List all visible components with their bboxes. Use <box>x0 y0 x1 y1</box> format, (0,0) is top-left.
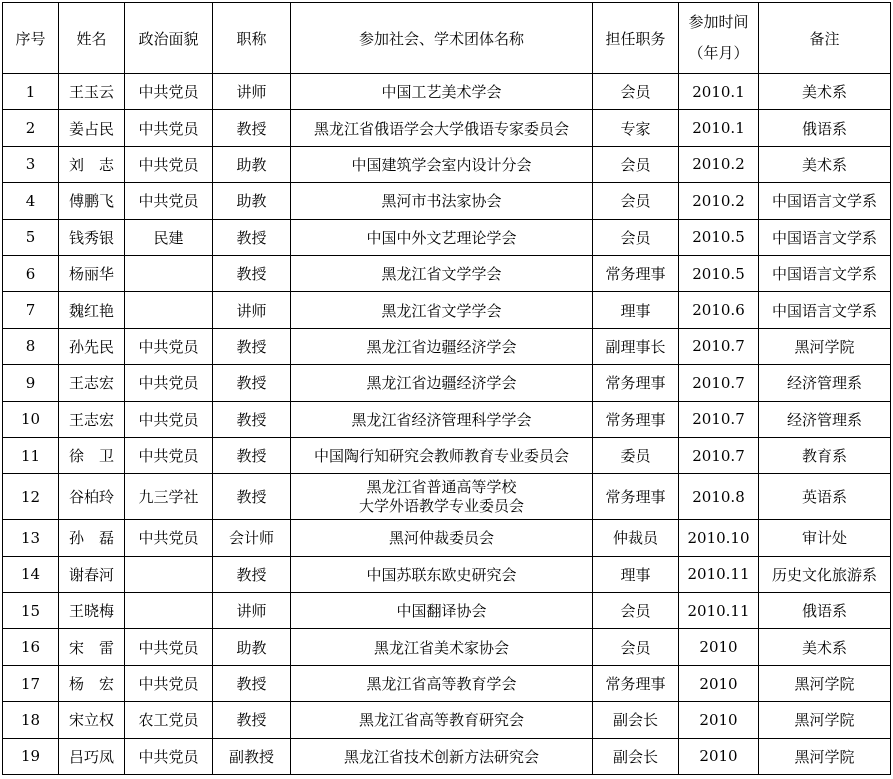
cell-org-line: 中国工艺美术学会 <box>381 83 502 102</box>
header-political: 政治面貌 <box>125 3 213 74</box>
cell-political: 中共党员 <box>125 520 213 556</box>
cell-org <box>291 702 593 738</box>
header-remark: 备注 <box>759 3 891 74</box>
cell-org <box>291 665 593 701</box>
cell-political <box>125 593 213 629</box>
cell-title: 教授 <box>213 110 291 146</box>
cell-remark: 历史文化旅游系 <box>759 556 891 592</box>
cell-political: 九三学社 <box>125 474 213 520</box>
cell-index: 5 <box>3 219 59 255</box>
header-title: 职称 <box>213 3 291 74</box>
cell-title: 助教 <box>213 183 291 219</box>
cell-title: 讲师 <box>213 292 291 328</box>
cell-time: 2010.11 <box>679 556 759 592</box>
cell-position: 委员 <box>593 437 679 473</box>
cell-political: 中共党员 <box>125 629 213 665</box>
cell-name: 孙先民 <box>59 328 125 364</box>
cell-position: 常务理事 <box>593 401 679 437</box>
table-row <box>3 365 891 401</box>
cell-org <box>291 74 593 110</box>
cell-time: 2010 <box>679 702 759 738</box>
cell-title: 助教 <box>213 146 291 182</box>
cell-index: 19 <box>3 738 59 774</box>
table-row <box>3 110 891 146</box>
cell-title: 讲师 <box>213 74 291 110</box>
cell-name: 孙 磊 <box>59 520 125 556</box>
cell-remark: 黑河学院 <box>759 702 891 738</box>
table-row <box>3 183 891 219</box>
cell-org-line: 黑龙江省技术创新方法研究会 <box>343 747 539 766</box>
table-row <box>3 401 891 437</box>
cell-remark: 美术系 <box>759 146 891 182</box>
cell-position: 会员 <box>593 629 679 665</box>
table-body <box>3 74 891 775</box>
cell-index: 4 <box>3 183 59 219</box>
cell-org-line: 中国中外文艺理论学会 <box>366 228 517 247</box>
cell-org <box>291 474 593 520</box>
table-row <box>3 738 891 774</box>
cell-name: 傅鹏飞 <box>59 183 125 219</box>
cell-political: 中共党员 <box>125 110 213 146</box>
cell-org-line: 黑龙江省俄语学会大学俄语专家委员会 <box>313 119 569 138</box>
cell-political: 中共党员 <box>125 665 213 701</box>
cell-title: 教授 <box>213 328 291 364</box>
cell-time: 2010.7 <box>679 437 759 473</box>
cell-remark: 教育系 <box>759 437 891 473</box>
cell-time: 2010.11 <box>679 593 759 629</box>
cell-position: 副理事长 <box>593 328 679 364</box>
cell-position: 会员 <box>593 183 679 219</box>
cell-org <box>291 556 593 592</box>
table-row <box>3 593 891 629</box>
cell-title: 教授 <box>213 219 291 255</box>
cell-org-line: 黑龙江省高等教育研究会 <box>358 711 524 730</box>
cell-name: 谷柏玲 <box>59 474 125 520</box>
cell-remark: 黑河学院 <box>759 738 891 774</box>
cell-political: 中共党员 <box>125 74 213 110</box>
cell-index: 9 <box>3 365 59 401</box>
cell-position: 会员 <box>593 74 679 110</box>
header-time-line2: （年月） <box>688 44 749 62</box>
cell-index: 7 <box>3 292 59 328</box>
cell-name: 王志宏 <box>59 365 125 401</box>
cell-title: 会计师 <box>213 520 291 556</box>
cell-index: 14 <box>3 556 59 592</box>
cell-index: 1 <box>3 74 59 110</box>
cell-name: 刘 志 <box>59 146 125 182</box>
cell-org <box>291 328 593 364</box>
cell-index: 18 <box>3 702 59 738</box>
cell-name: 徐 卫 <box>59 437 125 473</box>
cell-org <box>291 437 593 473</box>
header-time <box>679 3 759 74</box>
cell-time: 2010 <box>679 738 759 774</box>
cell-org <box>291 292 593 328</box>
table-row <box>3 146 891 182</box>
cell-index: 6 <box>3 255 59 291</box>
cell-title: 教授 <box>213 401 291 437</box>
cell-name: 魏红艳 <box>59 292 125 328</box>
cell-remark: 俄语系 <box>759 593 891 629</box>
cell-position: 副会长 <box>593 702 679 738</box>
cell-political: 中共党员 <box>125 401 213 437</box>
cell-name: 杨丽华 <box>59 255 125 291</box>
cell-org <box>291 219 593 255</box>
cell-position: 会员 <box>593 593 679 629</box>
cell-org-line: 黑龙江省普通高等学校 <box>366 477 517 496</box>
cell-org-line: 中国建筑学会室内设计分会 <box>351 155 532 174</box>
cell-org-line: 黑龙江省美术家协会 <box>373 638 509 657</box>
cell-political: 农工党员 <box>125 702 213 738</box>
cell-org-line: 黑龙江省经济管理科学学会 <box>351 410 532 429</box>
cell-name: 王晓梅 <box>59 593 125 629</box>
cell-org-line: 中国翻译协会 <box>396 602 487 621</box>
cell-index: 13 <box>3 520 59 556</box>
cell-time: 2010.7 <box>679 365 759 401</box>
cell-index: 3 <box>3 146 59 182</box>
cell-political: 中共党员 <box>125 328 213 364</box>
cell-political: 中共党员 <box>125 183 213 219</box>
cell-position: 常务理事 <box>593 255 679 291</box>
cell-name: 王玉云 <box>59 74 125 110</box>
cell-political: 中共党员 <box>125 365 213 401</box>
cell-org <box>291 183 593 219</box>
cell-time: 2010.1 <box>679 110 759 146</box>
cell-title: 助教 <box>213 629 291 665</box>
cell-time: 2010.5 <box>679 255 759 291</box>
cell-org-line: 大学外语教学专业委员会 <box>358 496 524 515</box>
table-row <box>3 702 891 738</box>
cell-political: 中共党员 <box>125 146 213 182</box>
cell-remark: 英语系 <box>759 474 891 520</box>
cell-org <box>291 146 593 182</box>
cell-position: 仲裁员 <box>593 520 679 556</box>
cell-index: 17 <box>3 665 59 701</box>
cell-time: 2010.5 <box>679 219 759 255</box>
cell-political <box>125 556 213 592</box>
header-org: 参加社会、学术团体名称 <box>291 3 593 74</box>
table-row <box>3 629 891 665</box>
cell-time: 2010 <box>679 629 759 665</box>
cell-title: 教授 <box>213 556 291 592</box>
cell-org-line: 中国苏联东欧史研究会 <box>366 565 517 584</box>
cell-time: 2010.7 <box>679 401 759 437</box>
cell-name: 钱秀银 <box>59 219 125 255</box>
cell-political <box>125 292 213 328</box>
cell-title: 讲师 <box>213 593 291 629</box>
cell-time: 2010.2 <box>679 146 759 182</box>
cell-name: 宋立权 <box>59 702 125 738</box>
cell-remark: 中国语言文学系 <box>759 255 891 291</box>
table-row <box>3 556 891 592</box>
cell-time: 2010.1 <box>679 74 759 110</box>
cell-remark: 中国语言文学系 <box>759 219 891 255</box>
membership-table <box>2 2 891 775</box>
cell-title: 副教授 <box>213 738 291 774</box>
header-name: 姓名 <box>59 3 125 74</box>
cell-remark: 中国语言文学系 <box>759 292 891 328</box>
cell-index: 10 <box>3 401 59 437</box>
cell-org-line: 黑龙江省边疆经济学会 <box>366 374 517 393</box>
cell-time: 2010.7 <box>679 328 759 364</box>
cell-time: 2010.2 <box>679 183 759 219</box>
header-position: 担任职务 <box>593 3 679 74</box>
cell-political: 民建 <box>125 219 213 255</box>
header-index: 序号 <box>3 3 59 74</box>
cell-org <box>291 365 593 401</box>
cell-time: 2010.8 <box>679 474 759 520</box>
table-row <box>3 292 891 328</box>
cell-political <box>125 255 213 291</box>
cell-title: 教授 <box>213 474 291 520</box>
cell-name: 谢春河 <box>59 556 125 592</box>
cell-position: 会员 <box>593 146 679 182</box>
cell-remark: 黑河学院 <box>759 328 891 364</box>
cell-position: 理事 <box>593 556 679 592</box>
cell-org <box>291 110 593 146</box>
cell-position: 理事 <box>593 292 679 328</box>
cell-org-line: 中国陶行知研究会教师教育专业委员会 <box>313 447 569 466</box>
cell-index: 11 <box>3 437 59 473</box>
cell-political: 中共党员 <box>125 437 213 473</box>
cell-title: 教授 <box>213 702 291 738</box>
cell-index: 2 <box>3 110 59 146</box>
cell-position: 副会长 <box>593 738 679 774</box>
cell-remark: 黑河学院 <box>759 665 891 701</box>
cell-title: 教授 <box>213 437 291 473</box>
cell-remark: 审计处 <box>759 520 891 556</box>
cell-time: 2010.10 <box>679 520 759 556</box>
header-row <box>3 3 891 74</box>
table-row <box>3 474 891 520</box>
table-row <box>3 74 891 110</box>
cell-name: 宋 雷 <box>59 629 125 665</box>
cell-position: 会员 <box>593 219 679 255</box>
cell-org-line: 黑河市书法家协会 <box>381 192 502 211</box>
cell-org-line: 黑龙江省高等教育学会 <box>366 675 517 694</box>
cell-org <box>291 738 593 774</box>
cell-remark: 美术系 <box>759 74 891 110</box>
cell-time: 2010 <box>679 665 759 701</box>
table-row <box>3 520 891 556</box>
cell-org-line: 黑龙江省文学学会 <box>381 265 502 284</box>
cell-org <box>291 255 593 291</box>
cell-time: 2010.6 <box>679 292 759 328</box>
table-row <box>3 665 891 701</box>
cell-index: 8 <box>3 328 59 364</box>
cell-position: 常务理事 <box>593 665 679 701</box>
cell-title: 教授 <box>213 255 291 291</box>
table-row <box>3 437 891 473</box>
cell-remark: 中国语言文学系 <box>759 183 891 219</box>
cell-index: 12 <box>3 474 59 520</box>
cell-remark: 经济管理系 <box>759 365 891 401</box>
cell-position: 专家 <box>593 110 679 146</box>
cell-name: 吕巧凤 <box>59 738 125 774</box>
table-row <box>3 328 891 364</box>
cell-org <box>291 593 593 629</box>
cell-title: 教授 <box>213 365 291 401</box>
cell-name: 姜占民 <box>59 110 125 146</box>
table-row <box>3 219 891 255</box>
cell-title: 教授 <box>213 665 291 701</box>
cell-org <box>291 401 593 437</box>
cell-name: 杨 宏 <box>59 665 125 701</box>
cell-political: 中共党员 <box>125 738 213 774</box>
cell-org <box>291 629 593 665</box>
cell-remark: 美术系 <box>759 629 891 665</box>
cell-index: 15 <box>3 593 59 629</box>
cell-org-line: 黑河仲裁委员会 <box>388 529 494 548</box>
cell-name: 王志宏 <box>59 401 125 437</box>
cell-org <box>291 520 593 556</box>
cell-remark: 经济管理系 <box>759 401 891 437</box>
cell-remark: 俄语系 <box>759 110 891 146</box>
table-row <box>3 255 891 291</box>
cell-org-line: 黑龙江省边疆经济学会 <box>366 337 517 356</box>
cell-index: 16 <box>3 629 59 665</box>
cell-position: 常务理事 <box>593 365 679 401</box>
header-time-line1: 参加时间 <box>688 13 749 31</box>
cell-org-line: 黑龙江省文学学会 <box>381 301 502 320</box>
cell-position: 常务理事 <box>593 474 679 520</box>
